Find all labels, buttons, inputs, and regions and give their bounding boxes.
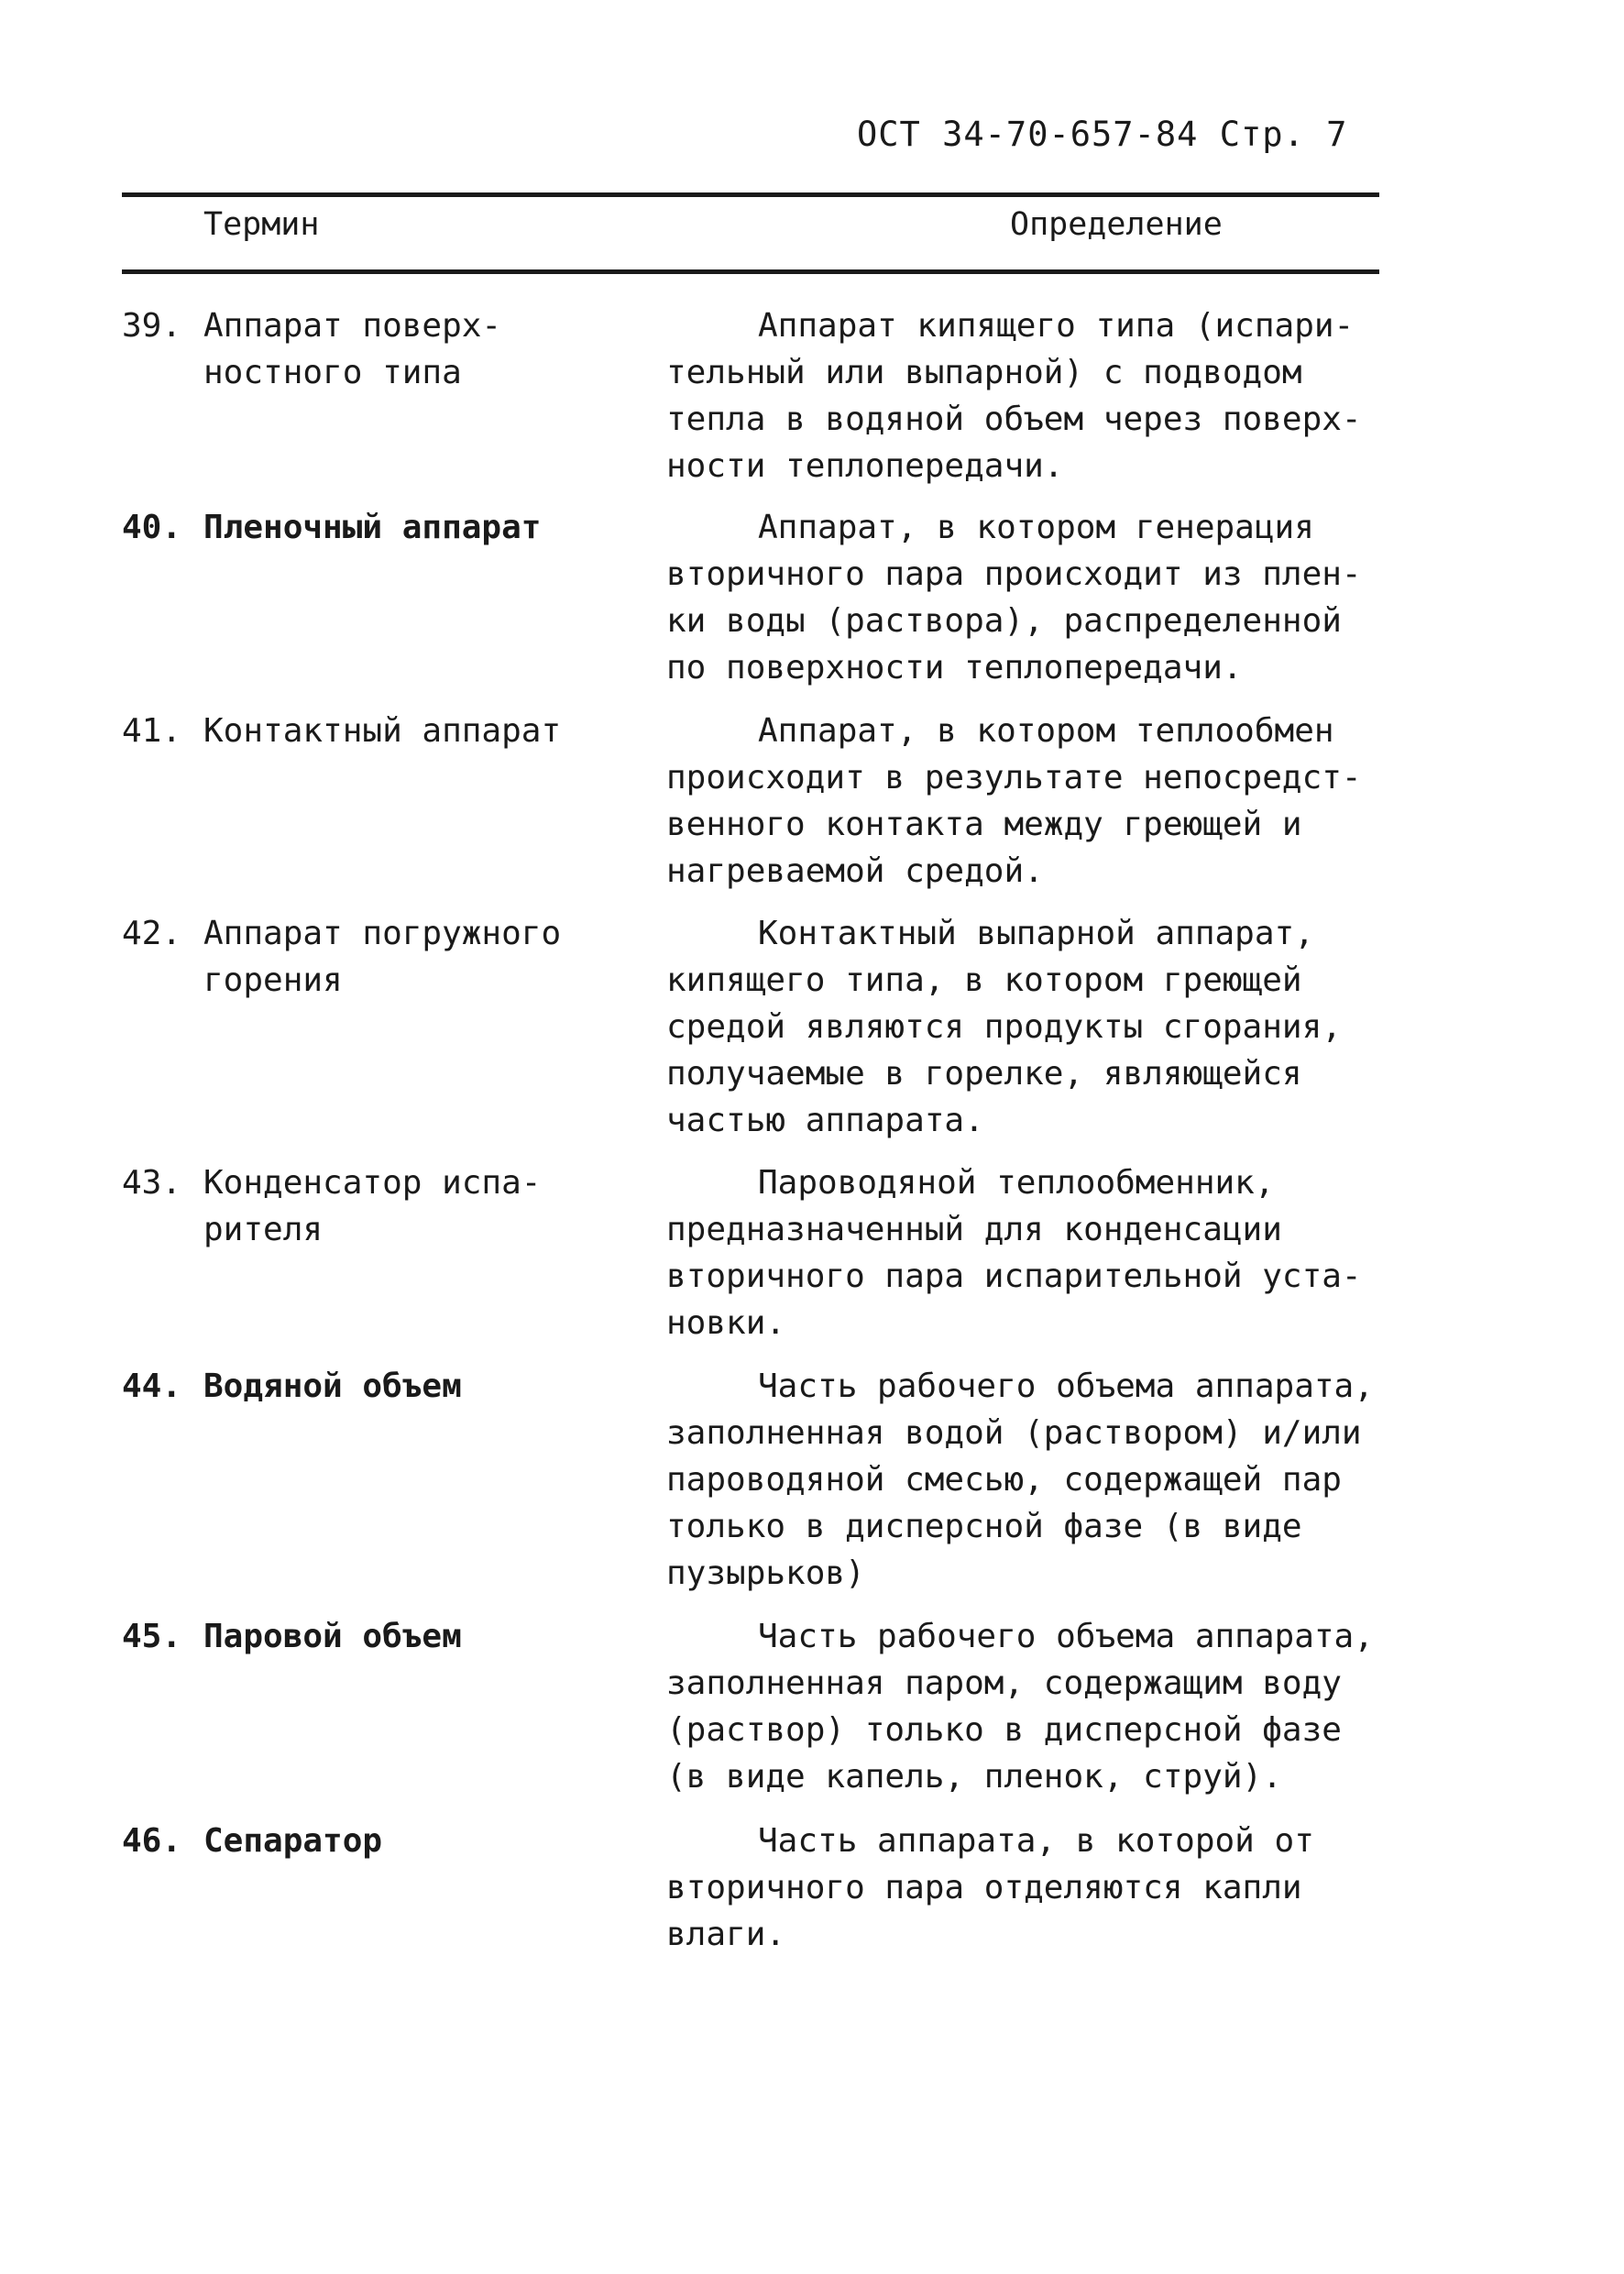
definition-line: вторичного пара испарительной уста-	[666, 1258, 1362, 1295]
term-definition	[666, 1613, 1390, 1800]
term-name	[203, 708, 607, 754]
table-header-rule	[122, 269, 1379, 274]
term-definition	[666, 1363, 1390, 1597]
term-line: Пленочный аппарат	[203, 509, 542, 546]
term-definition	[666, 1159, 1390, 1346]
term-line: ностного типа	[203, 354, 462, 391]
definition-line: (в виде капель, пленок, струй).	[666, 1758, 1282, 1796]
definition-line: частью аппарата.	[666, 1102, 984, 1139]
column-header-term: Термин	[203, 206, 320, 243]
term-number: 44.	[122, 1368, 182, 1405]
term-name	[203, 910, 607, 1004]
definition-line: Аппарат, в котором теплообмен	[758, 712, 1334, 750]
term-line: Сепаратор	[203, 1822, 383, 1860]
definition-line: венного контакта между греющей и	[666, 806, 1302, 843]
column-header-definition: Определение	[1010, 206, 1223, 243]
definition-line: заполненная паром, содержащим воду	[666, 1664, 1342, 1702]
definition-line: Пароводяной теплообменник,	[758, 1164, 1275, 1202]
definition-line: нагреваемой средой.	[666, 852, 1044, 890]
definition-line: влаги.	[666, 1916, 786, 1953]
definition-line: ности теплопередачи.	[666, 447, 1064, 485]
term-line: рителя	[203, 1211, 324, 1248]
definition-line: кипящего типа, в котором греющей	[666, 961, 1302, 999]
term-definition	[666, 910, 1390, 1144]
term-line: Аппарат погружного	[203, 915, 562, 952]
term-number: 41.	[122, 712, 182, 750]
definition-line: Часть рабочего объема аппарата,	[758, 1618, 1374, 1655]
table-top-rule	[122, 192, 1379, 197]
definition-line: Аппарат кипящего типа (испари-	[758, 307, 1355, 345]
term-name	[203, 504, 607, 551]
term-definition	[666, 1818, 1390, 1958]
definition-line: предназначенный для конденсации	[666, 1211, 1282, 1248]
definition-line: получаемые в горелке, являющейся	[666, 1055, 1302, 1093]
definition-line: заполненная водой (раствором) и/или	[666, 1414, 1362, 1452]
term-number: 42.	[122, 915, 182, 952]
definition-line: происходит в результате непосредст-	[666, 759, 1362, 796]
definition-line: по поверхности теплопередачи.	[666, 649, 1243, 687]
term-line: Водяной объем	[203, 1368, 462, 1405]
definition-line: ки воды (раствора), распределенной	[666, 602, 1342, 640]
definition-line: вторичного пара отделяются капли	[666, 1869, 1302, 1906]
definition-line: Аппарат, в котором генерация	[758, 509, 1314, 546]
term-definition	[666, 504, 1390, 691]
term-number: 40.	[122, 509, 182, 546]
term-definition	[666, 302, 1390, 489]
definition-line: пароводяной смесью, содержащей пар	[666, 1461, 1342, 1499]
term-line: Паровой объем	[203, 1618, 462, 1655]
term-number: 39.	[122, 307, 182, 345]
term-line: Конденсатор испа-	[203, 1164, 542, 1202]
term-number: 43.	[122, 1164, 182, 1202]
definition-line: Часть аппарата, в которой от	[758, 1822, 1314, 1860]
term-line: Контактный аппарат	[203, 712, 562, 750]
definition-line: Часть рабочего объема аппарата,	[758, 1368, 1374, 1405]
definition-line: вторичного пара происходит из плен-	[666, 555, 1362, 593]
term-name	[203, 302, 607, 396]
term-number: 45.	[122, 1618, 182, 1655]
term-definition	[666, 708, 1390, 895]
term-line: горения	[203, 961, 343, 999]
term-name	[203, 1613, 607, 1660]
definition-line: пузырьков)	[666, 1554, 865, 1592]
term-number: 46.	[122, 1822, 182, 1860]
definition-line: Контактный выпарной аппарат,	[758, 915, 1314, 952]
term-name	[203, 1363, 607, 1410]
definition-line: новки.	[666, 1304, 786, 1342]
definition-line: тельный или выпарной) с подводом	[666, 354, 1302, 391]
definition-line: только в дисперсной фазе (в виде	[666, 1508, 1302, 1545]
definition-line: средой являются продукты сгорания,	[666, 1008, 1342, 1046]
term-name	[203, 1159, 607, 1253]
term-name	[203, 1818, 607, 1864]
page-header: ОСТ 34-70-657-84 Стр. 7	[857, 115, 1348, 154]
term-line: Аппарат поверх-	[203, 307, 502, 345]
definition-line: тепла в водяной объем через поверх-	[666, 401, 1362, 438]
definition-line: (раствор) только в дисперсной фазе	[666, 1711, 1342, 1749]
